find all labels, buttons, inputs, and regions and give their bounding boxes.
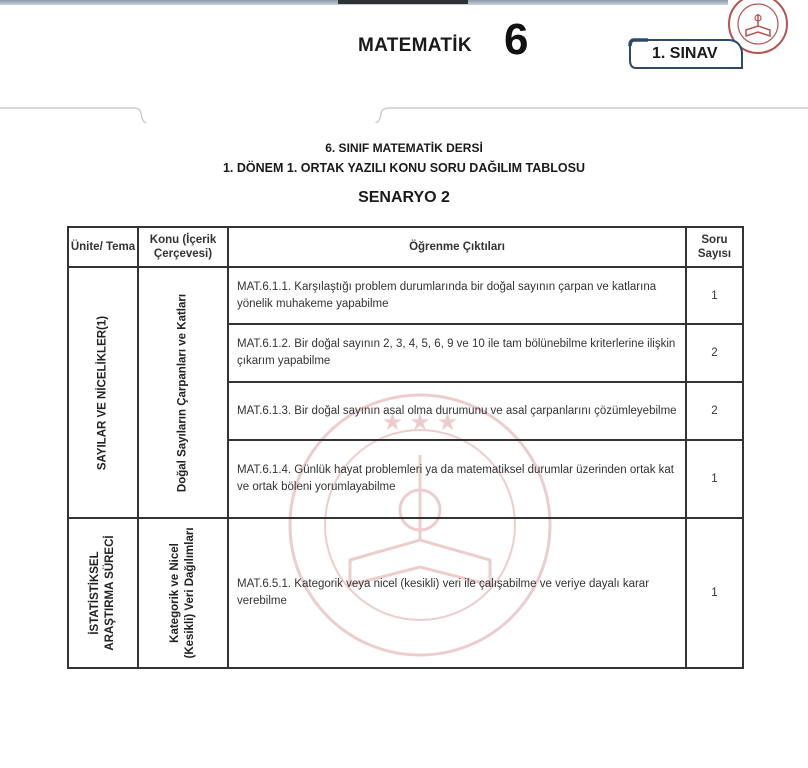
unit-cell-istatistik	[68, 518, 138, 668]
table-title: 1. DÖNEM 1. ORTAK YAZILI KONU SORU DAĞILIM TABLOSU	[222, 161, 586, 175]
table-row	[68, 267, 743, 324]
topic-cell-veri	[138, 518, 228, 668]
subject-title: MATEMATİK	[358, 35, 472, 56]
header-top-bar	[0, 0, 728, 5]
outcome-cell: MAT.6.1.3. Bir doğal sayının asal olma durumunu ve asal çarpanlarını çözümleyebilme	[228, 382, 686, 440]
topic-label	[168, 527, 198, 658]
count-cell: 2	[686, 324, 743, 382]
header-topic: Konu (İçerik Çerçevesi)	[138, 227, 228, 267]
unit-label-line1: İSTATİSTİKSEL	[89, 551, 101, 635]
topic-label: Doğal Sayıların Çarpanları ve Katları	[176, 293, 189, 492]
count-cell: 1	[686, 267, 743, 324]
outcome-cell: MAT.6.1.2. Bir doğal sayının 2, 3, 4, 5, 6, 9 ve 10 ile tam bölünebilme kriterlerine ilişkin çıkarım yapabilme	[228, 324, 686, 382]
unit-label-line2: ARAŞTIRMA SÜRECİ	[104, 535, 116, 651]
header-bar-accent	[338, 0, 468, 4]
topic-label-line1: Kategorik ve Nicel	[169, 543, 181, 643]
count-cell: 1	[686, 440, 743, 518]
header-count: Soru Sayısı	[686, 227, 743, 267]
unit-cell-sayilar	[68, 267, 138, 518]
svg-text:★ ★ ★: ★ ★ ★	[381, 410, 459, 436]
grade-number: 6	[504, 15, 529, 64]
outcome-cell: MAT.6.1.1. Karşılaştığı problem durumlarında bir doğal sayının çarpan ve katlarına yönelik muhakeme yapabilme	[228, 267, 686, 324]
topic-cell-carpanlar	[138, 267, 228, 518]
table-row	[68, 518, 743, 668]
outcome-cell: MAT.6.1.4. Günlük hayat problemleri ya da matematiksel durumlar üzerinden ortak kat ve ortak böleni yorumlayabilme	[228, 440, 686, 518]
scenario-title: SENARYO 2	[358, 189, 450, 206]
exam-badge-label: 1. SINAV	[652, 45, 718, 62]
course-title: 6. SINIF MATEMATİK DERSİ	[325, 141, 483, 155]
count-cell: 1	[686, 518, 743, 668]
unit-label	[88, 535, 118, 650]
question-distribution-table	[67, 226, 744, 669]
header-unit: Ünite/ Tema	[68, 227, 138, 267]
header-divider	[0, 95, 808, 123]
unit-label: SAYILAR VE NİCELİKLER(1)	[96, 315, 109, 470]
exam-badge	[628, 38, 743, 70]
table-header-row	[68, 227, 743, 267]
topic-label-line2: (Kesikli) Veri Dağılımları	[184, 527, 196, 659]
outcome-cell: MAT.6.5.1. Kategorik veya nicel (kesikli) veri ile çalışabilme ve veriye dayalı karar verebilme	[228, 518, 686, 668]
header-outcomes: Öğrenme Çıktıları	[228, 227, 686, 267]
count-cell: 2	[686, 382, 743, 440]
